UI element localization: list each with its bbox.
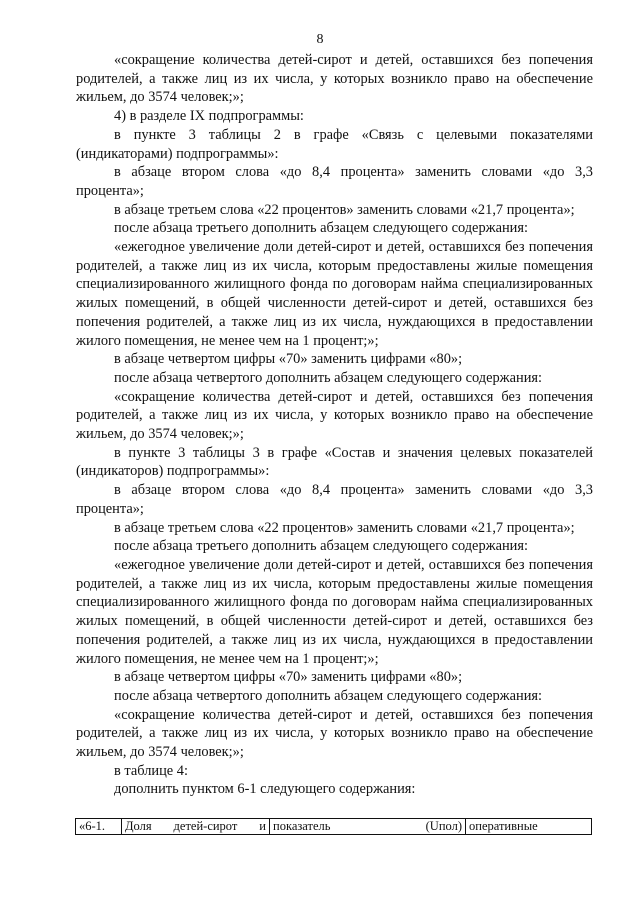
paragraph: в абзаце четвертом цифры «70» заменить цифрами «80»; xyxy=(114,351,463,368)
paragraph: дополнить пунктом 6-1 следующего содержания: xyxy=(114,781,416,798)
paragraph: после абзаца четвертого дополнить абзацем следующего содержания: xyxy=(114,687,543,704)
paragraph: «сокращение количества детей-сирот и детей, оставшихся без попечения родителей, а также лиц из их числа, у которых возникло право на обеспечение жильем, до 3574 человек;»; xyxy=(76,706,593,761)
paragraph: после абзаца четвертого дополнить абзацем следующего содержания: xyxy=(114,369,543,386)
paragraph: в пункте 3 таблицы 3 в графе «Состав и значения целевых показателей (индикаторов) подпрограммы»: xyxy=(76,444,593,480)
table-cell-source: оперативные xyxy=(469,819,538,833)
table-cell-number: «6-1. xyxy=(76,819,122,834)
table-cell-name-part: детей-сирот xyxy=(173,819,238,833)
table-cell-name-part: Доля xyxy=(125,819,152,833)
table-cell-name xyxy=(122,819,270,834)
paragraph: в абзаце четвертом цифры «70» заменить цифрами «80»; xyxy=(114,669,463,686)
table-cell-unit-part: показатель xyxy=(273,819,331,833)
document-body xyxy=(76,51,593,799)
paragraph: в пункте 3 таблицы 2 в графе «Связь с целевыми показателями (индикаторами) подпрограммы»: xyxy=(76,126,593,162)
paragraph: «ежегодное увеличение доли детей-сирот и детей, оставшихся без попечения родителей, а также лиц из их числа, которым предоставлены жилые помещения специализированного жилищного фонда по договорам найма специализированных жилых помещений, в общей численности детей-сирот и детей, оставшихся без попечения родителей, а также лиц из их числа, нуждающихся в предоставлении жилого помещения, не менее чем на 1 процент;»; xyxy=(76,239,593,349)
table-cell-unit xyxy=(270,819,466,834)
paragraph: «сокращение количества детей-сирот и детей, оставшихся без попечения родителей, а также лиц из их числа, у которых возникло право на обеспечение жильем, до 3574 человек;»; xyxy=(76,388,593,443)
paragraph: в абзаце третьем слова «22 процентов» заменить словами «21,7 процента»; xyxy=(114,519,575,536)
paragraph: 4) в разделе IX подпрограммы: xyxy=(114,108,304,125)
table-cell-unit-part: (Uпол) xyxy=(425,819,462,833)
paragraph: в таблице 4: xyxy=(114,762,188,779)
paragraph: в абзаце втором слова «до 8,4 процента» заменить словами «до 3,3 процента»; xyxy=(76,164,593,199)
page-number: 8 xyxy=(316,32,324,47)
paragraph: «ежегодное увеличение доли детей-сирот и детей, оставшихся без попечения родителей, а также лиц из их числа, которым предоставлены жилые помещения специализированного жилищного фонда по договорам найма специализированных жилых помещений, в общей численности детей-сирот и детей, оставшихся без попечения родителей, а также лиц из их числа, нуждающихся в предоставлении жилого помещения, не менее чем на 1 процент;»; xyxy=(76,556,593,667)
paragraph: в абзаце третьем слова «22 процентов» заменить словами «21,7 процента»; xyxy=(114,201,575,218)
paragraph: после абзаца третьего дополнить абзацем следующего содержания: xyxy=(114,538,528,555)
paragraph: «сокращение количества детей-сирот и детей, оставшихся без попечения родителей, а также лиц из их числа, у которых возникло право на обеспечение жильем, до 3574 человек;»; xyxy=(76,52,593,106)
paragraph: после абзаца третьего дополнить абзацем следующего содержания: xyxy=(114,220,528,237)
table-cell-name-part: и xyxy=(259,819,266,833)
table-row xyxy=(75,818,592,835)
paragraph: в абзаце втором слова «до 8,4 процента» заменить словами «до 3,3 процента»; xyxy=(76,482,593,517)
